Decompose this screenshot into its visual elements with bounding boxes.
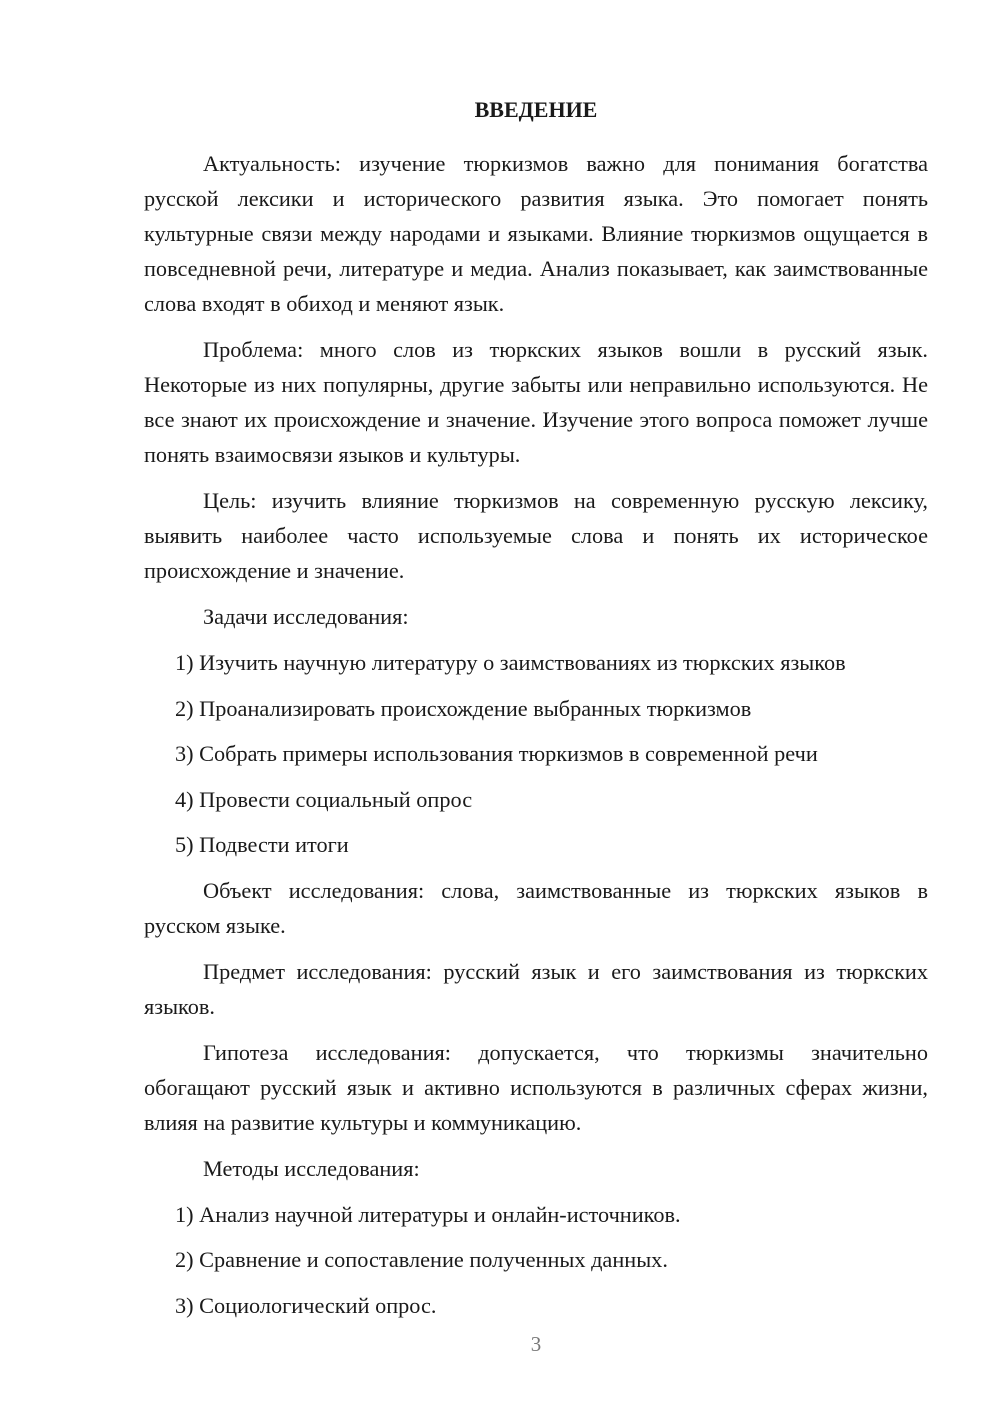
problem-paragraph: Проблема: много слов из тюркских языков вошли в русский язык. Некоторые из них популярны, другие забыты или неправильно используются. Не все знают их происхождение и значение. Изучение этого вопроса поможет лучше понять взаимосвязи языков и культуры. [144, 337, 928, 467]
task-item-3: 3) Собрать примеры использования тюркизмов в современной речи [175, 741, 818, 766]
task-item-2: 2) Проанализировать происхождение выбранных тюркизмов [175, 695, 752, 721]
tasks-list [144, 645, 928, 862]
methods-list [144, 1197, 928, 1323]
method-item-1: 1) Анализ научной литературы и онлайн-источников. [175, 1201, 681, 1227]
task-item-4: 4) Провести социальный опрос [175, 786, 473, 812]
section-heading: ВВЕДЕНИЕ [474, 97, 598, 122]
task-item-5: 5) Подвести итоги [175, 832, 349, 857]
goal-paragraph: Цель: изучить влияние тюркизмов на современную русскую лексику, выявить наиболее часто используемые слова и понять их историческое происхождение и значение. [144, 488, 928, 583]
tasks-title: Задачи исследования: [203, 604, 409, 629]
object-paragraph: Объект исследования: слова, заимствованные из тюркских языков в русском языке. [144, 877, 928, 938]
hypothesis-paragraph: Гипотеза исследования: допускается, что тюркизмы значительно обогащают русский язык и активно используются в различных сферах жизни, влияя на развитие культуры и коммуникацию. [144, 1039, 928, 1135]
method-item-2: 2) Сравнение и сопоставление полученных данных. [175, 1247, 668, 1272]
method-item-3: 3) Социологический опрос. [175, 1292, 437, 1318]
document-page [144, 96, 928, 1333]
methods-title: Методы исследования: [203, 1155, 420, 1181]
subject-paragraph: Предмет исследования: русский язык и его заимствования из тюркских языков. [144, 958, 928, 1019]
task-item-1: 1) Изучить научную литературу о заимствованиях из тюркских языков [175, 650, 846, 675]
page-number: 3 [530, 1332, 542, 1356]
relevance-paragraph: Актуальность: изучение тюркизмов важно для понимания богатства русской лексики и исторического развития языка. Это помогает понять культурные связи между народами и языками. Влияние тюркизмов ощущается в повседневной речи, литературе и медиа. Анализ показывает, как заимствованные слова входят в обиход и меняют язык. [144, 151, 928, 316]
